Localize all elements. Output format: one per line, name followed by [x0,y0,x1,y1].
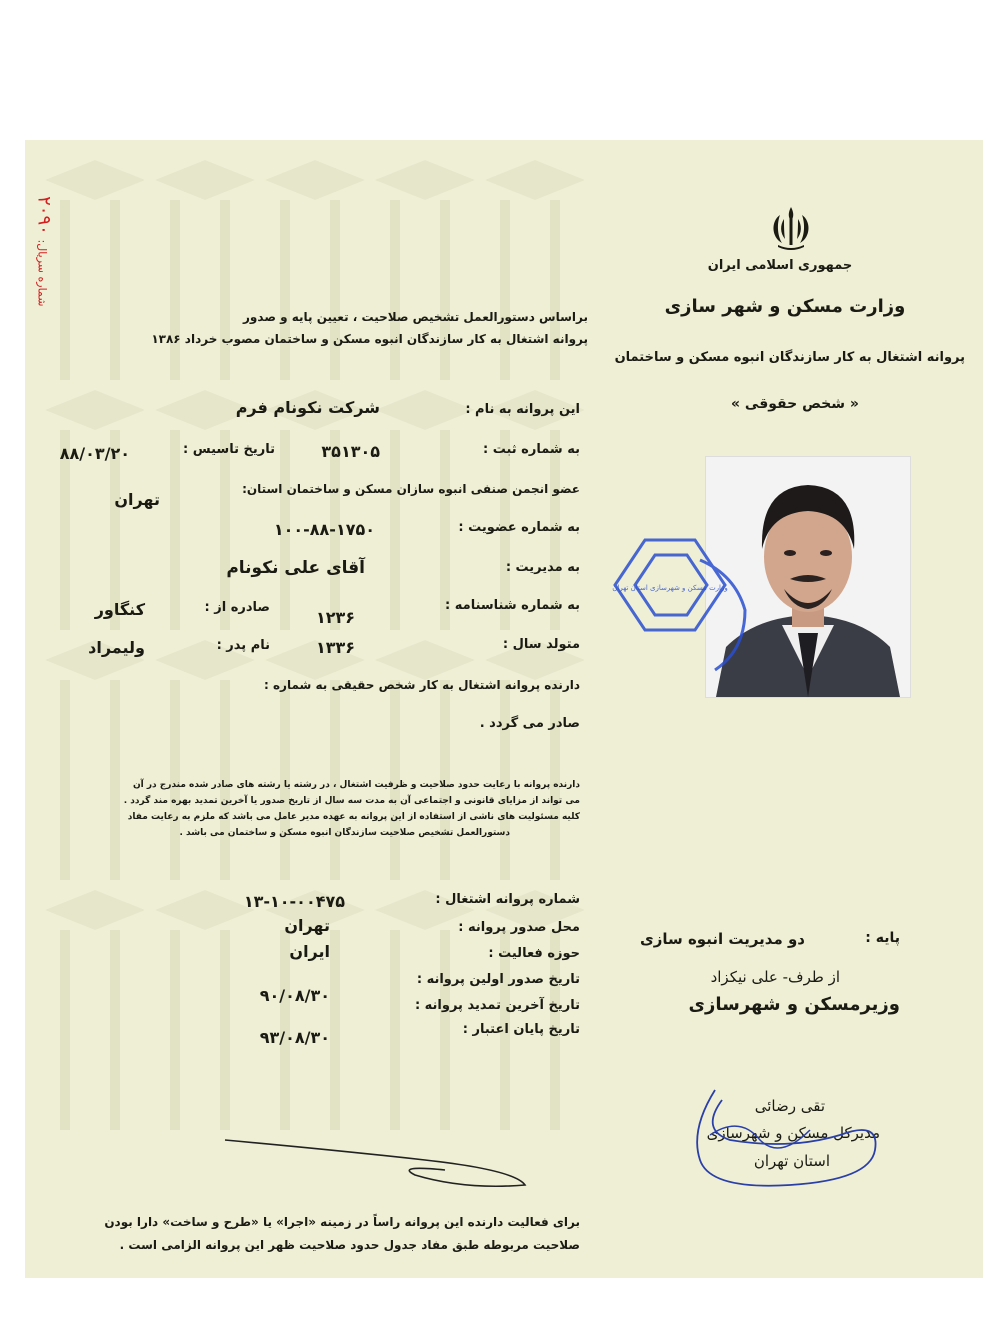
signatory-province: استان تهران [753,1152,830,1170]
manager-value: آقای علی نکونام [226,558,365,578]
basis-line-2: پروانه اشتغال به کار سازندگان انبوه مسکن و ساختمان مصوب خرداد ۱۳۸۶ [151,332,588,346]
signature-scribble-right [670,1080,900,1200]
basis-line-1: براساس دستورالعمل تشخیص صلاحیت ، تعیین پایه و صدور [243,310,588,324]
notice-line-3: کلیه مسئولیت های ناشی از استفاده از این پروانه به عهده مدیر عامل می باشد که ملزم به رعایت مفاد [127,812,580,822]
issued-line: صادر می گردد . [479,716,580,731]
expiry-value: ۹۳/۰۸/۳۰ [259,1028,330,1047]
last-renew-label: تاریخ آخرین تمدید پروانه : [414,998,580,1013]
scope-label: حوزه فعالیت : [488,946,580,961]
signatory-title: مدیرکل مسکن و شهرسازی [706,1124,880,1142]
issued-from-value: کنگاور [94,600,145,619]
father-value: ولیمراد [88,638,145,657]
republic-title: جمهوری اسلامی ایران [707,258,853,273]
notice-line-4: دستورالعمل تشخیص صلاحیت سازندگان انبوه مسکن و ساختمان می باشد . [179,828,510,838]
serial-number [24,176,64,316]
license-number-value: ۱۳-۱۰-۰۰۴۷۵ [243,892,345,911]
member-label: عضو انجمن صنفی انبوه سازان مسکن و ساختمان استان: [242,482,580,496]
member-value: تهران [114,490,160,509]
license-title: پروانه اشتغال به کار سازندگان انبوه مسکن و ساختمان [614,350,965,365]
founded-value: ۸۸/۰۳/۲۰ [59,444,130,463]
first-issue-label: تاریخ صدور اولین پروانه : [416,972,580,987]
first-issue-value: ۹۰/۰۸/۳۰ [259,986,330,1005]
license-place-label: محل صدور پروانه : [458,920,580,935]
minister-line-1: از طرف- علی نیکزاد [710,968,840,986]
scope-value: ایران [289,942,330,961]
signature-scribble-left [215,1130,545,1200]
footer-line-2: صلاحیت مربوطه طبق مفاد جدول حدود صلاحیت ظهر این پروانه الزامی است . [119,1238,580,1252]
grade-label: پایه : [865,930,900,946]
iran-emblem-icon [764,205,818,251]
name-label: این پروانه به نام : [465,402,580,417]
serial-label: شماره سریال: [35,239,49,307]
reg-value: ۳۵۱۳۰۵ [321,442,380,461]
serial-value: ۲۰۹۰ [33,196,55,235]
founded-label: تاریخ تاسیس : [183,442,275,457]
manager-label: به مدیریت : [505,560,580,575]
minister-line-2: وزیرمسکن و شهرسازی [688,994,900,1015]
reg-label: به شماره ثبت : [482,442,580,457]
license-number-label: شماره پروانه اشتغال : [435,892,580,907]
issued-from-label: صادره از : [204,600,270,615]
birth-label: متولد سال : [502,637,580,652]
notice-line-1: دارنده پروانه با رعایت حدود صلاحیت و ظرفیت اشتغال ، در رشته یا رشته های صادر شده مندرج در آن [132,780,580,790]
membership-value: ۱۰۰-۸۸-۱۷۵۰ [273,520,375,539]
notice-line-2: می تواند از مزایای قانونی و اجتماعی آن به مدت سه سال از تاریخ صدور یا آخرین تمدید بهره مند گردد . [123,796,580,806]
name-value: شرکت نکونام فرم [235,398,380,417]
id-value: ۱۲۳۶ [315,608,355,627]
official-stamp [595,530,755,680]
grade-value: دو مدیریت انبوه سازی [639,930,805,948]
expiry-label: تاریخ پایان اعتبار : [462,1022,580,1037]
ministry-title: وزارت مسکن و شهر سازی [664,296,906,317]
license-place-value: تهران [284,916,330,935]
entity-type: « شخص حقوقی » [731,396,859,412]
membership-label: به شماره عضویت : [458,520,580,535]
id-label: به شماره شناسنامه : [445,598,580,613]
holder-line: دارنده پروانه اشتغال به کار شخص حقیقی به شماره : [263,678,580,692]
father-label: نام پدر : [216,638,270,653]
stamp-text: وزارت مسکن و شهرسازی استان تهران [612,584,728,592]
signatory-name: تقی رضائی [754,1097,825,1115]
footer-line-1: برای فعالیت دارنده این پروانه راساً در زمینه «اجرا» یا «طرح و ساخت» دارا بودن [104,1215,580,1229]
birth-value: ۱۳۳۶ [315,638,355,657]
